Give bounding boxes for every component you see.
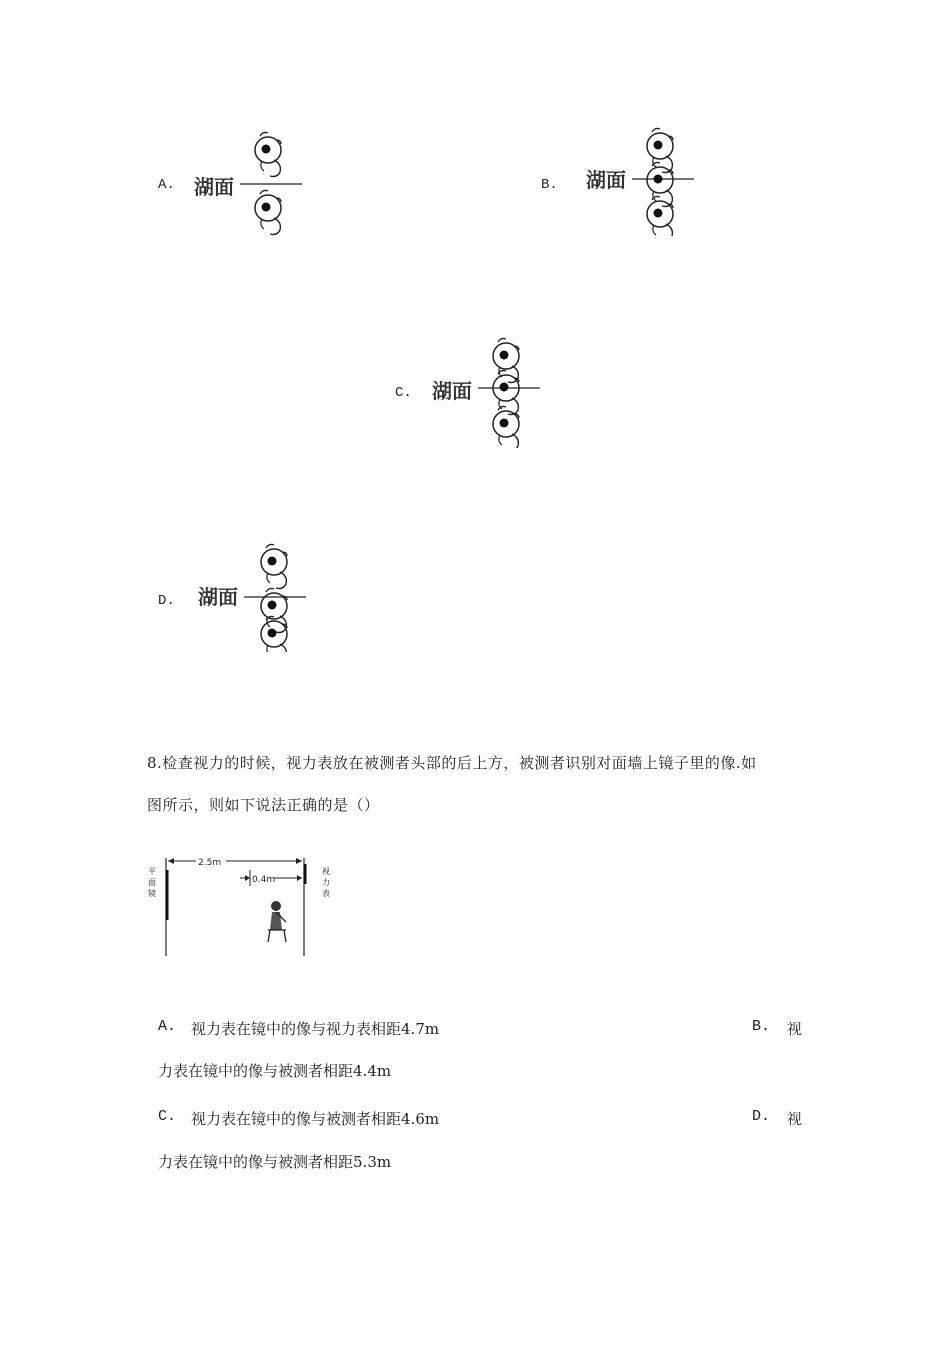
option-c-label: C.: [395, 385, 412, 401]
answer-d-text-tail: 力表在镜中的像与被测者相距5.3m: [158, 1153, 392, 1171]
eye-test-diagram: [146, 852, 346, 964]
lake-label: 湖面: [194, 175, 234, 199]
option-b-figure: [582, 124, 702, 236]
answer-a-text: 视力表在镜中的像与视力表相距4.7m: [191, 1020, 440, 1038]
distance-small-label: 0.4m: [252, 875, 276, 885]
answer-b-text-head: 视: [787, 1020, 803, 1038]
question-8-line-1: 8.检查视力的时候，视力表放在被测者头部的后上方，被测者识别对面墙上镜子里的像.如: [147, 754, 757, 772]
answer-d-text-head: 视: [787, 1110, 803, 1128]
eye-chart-label: 视力表: [322, 867, 330, 898]
mirror-label: 平面镜: [148, 867, 156, 898]
answer-b-letter: B.: [752, 1018, 771, 1035]
option-c-figure: [428, 336, 548, 448]
option-a-label: A.: [158, 177, 175, 193]
lake-label: 湖面: [432, 379, 472, 403]
answer-d-letter: D.: [752, 1108, 771, 1125]
answer-a-letter: A.: [158, 1018, 177, 1035]
answer-c-letter: C.: [158, 1108, 177, 1125]
answer-c-text: 视力表在镜中的像与被测者相距4.6m: [191, 1110, 440, 1128]
lake-label: 湖面: [198, 585, 238, 609]
question-8-line-2: 图所示，则如下说法正确的是（）: [147, 796, 380, 814]
option-d-label: D.: [158, 593, 175, 609]
option-a-figure: [190, 128, 310, 240]
lake-label: 湖面: [586, 168, 626, 192]
option-b-label: B.: [541, 177, 558, 193]
option-d-figure: [194, 540, 314, 652]
answer-b-text-tail: 力表在镜中的像与被测者相距4.4m: [158, 1062, 392, 1080]
distance-total-label: 2.5m: [198, 858, 222, 868]
